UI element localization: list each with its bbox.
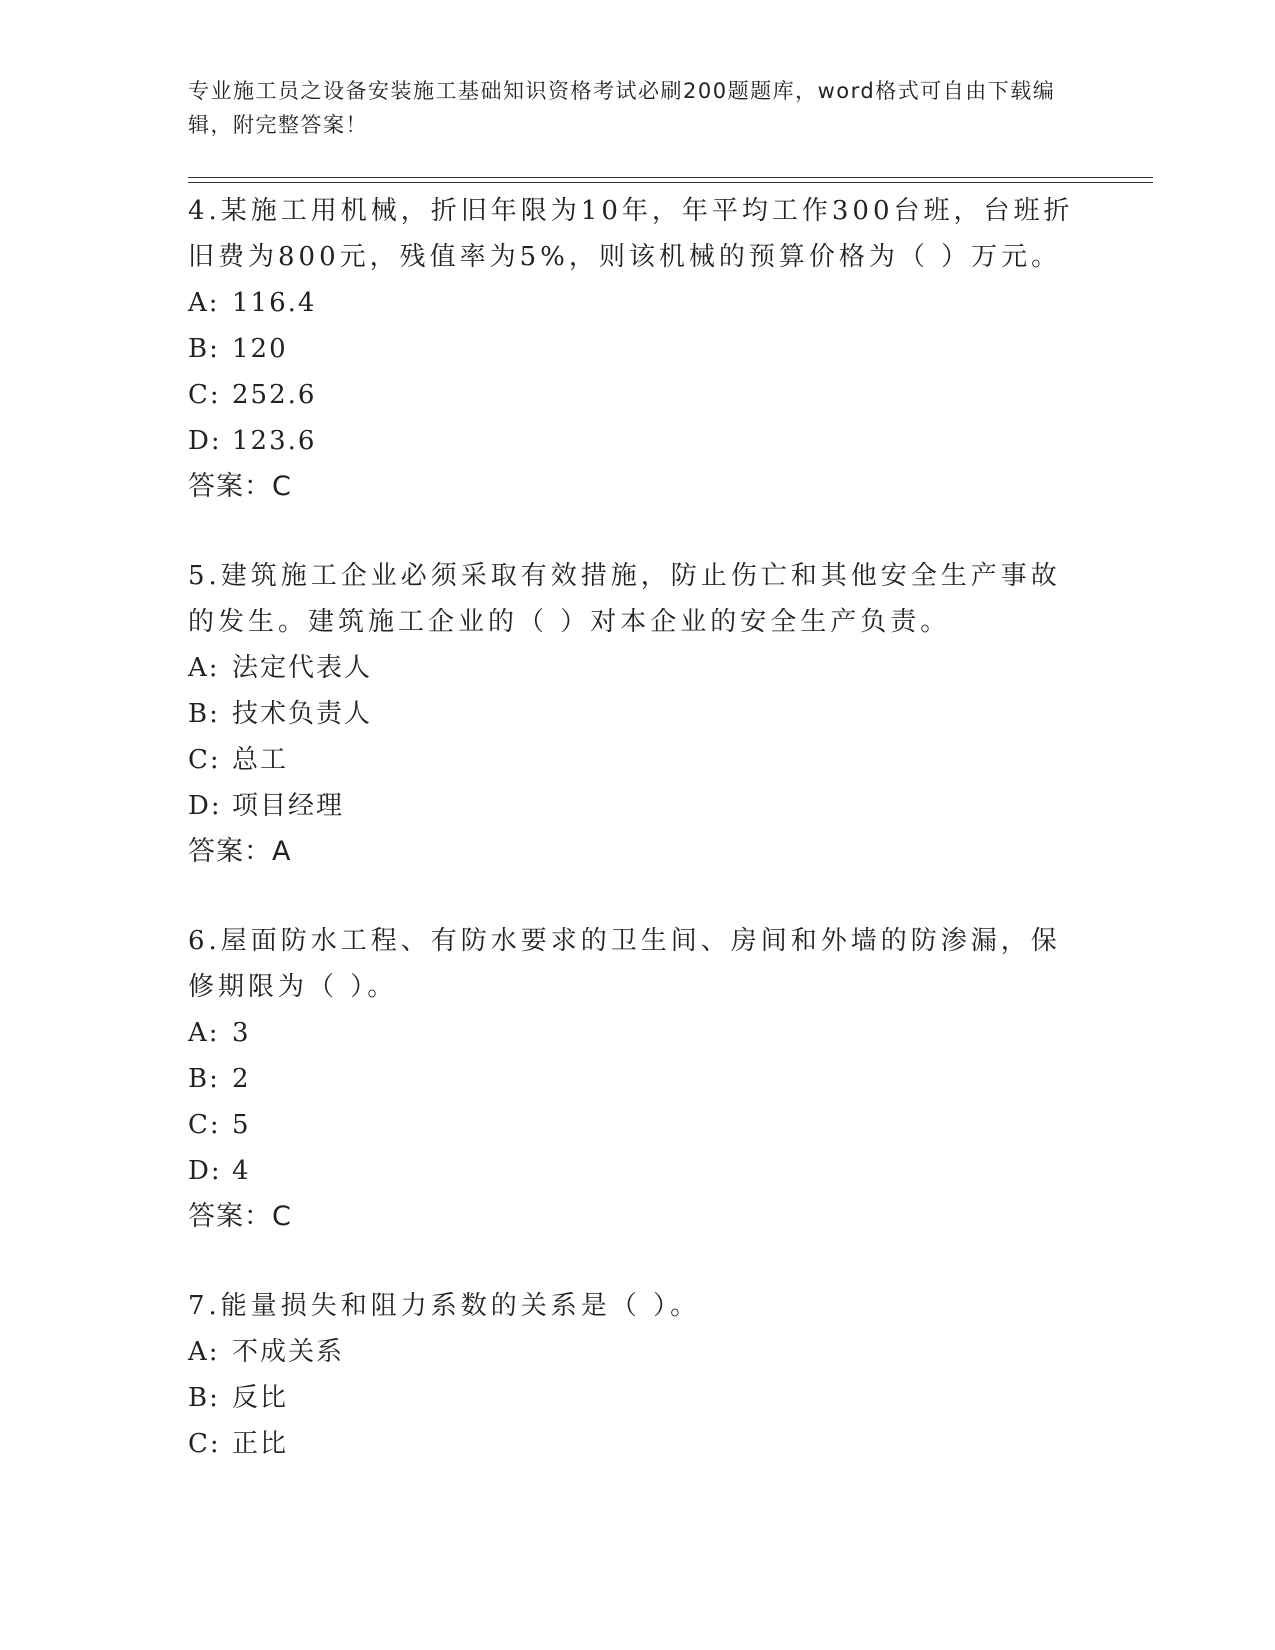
option-text: 法定代表人 (232, 653, 373, 683)
option-b (188, 326, 1088, 372)
option-text: 5 (232, 1110, 251, 1140)
option-label: C: (188, 1110, 221, 1140)
option-label: D: (188, 1156, 222, 1186)
option-text: 正比 (232, 1429, 289, 1459)
option-label: A: (188, 288, 220, 318)
option-label: B: (188, 699, 220, 729)
option-label: D: (188, 426, 222, 456)
option-a (188, 1010, 1088, 1056)
option-c (188, 372, 1088, 418)
option-b (188, 1375, 1088, 1421)
question-5 (188, 553, 1088, 875)
option-d (188, 418, 1088, 464)
option-d (188, 783, 1088, 829)
option-label: B: (188, 1383, 220, 1413)
option-d (188, 1148, 1088, 1194)
option-a (188, 1329, 1088, 1375)
question-4 (188, 188, 1088, 510)
header-divider-bottom (188, 182, 1153, 183)
answer-line: 答案：C (188, 471, 292, 502)
option-a (188, 280, 1088, 326)
option-label: A: (188, 1018, 220, 1048)
option-b (188, 691, 1088, 737)
question-7 (188, 1283, 1088, 1467)
question-6 (188, 918, 1088, 1240)
option-text: 252.6 (232, 380, 317, 410)
option-text: 120 (232, 334, 288, 364)
option-text: 项目经理 (232, 791, 345, 821)
option-label: C: (188, 745, 221, 775)
option-text: 2 (232, 1064, 251, 1094)
header-divider-top (188, 177, 1153, 178)
question-stem: 4.某施工用机械，折旧年限为10年，年平均工作300台班，台班折旧费为800元，残值率为5%，则该机械的预算价格为（ ）万元。 (188, 196, 1074, 272)
option-label: B: (188, 1064, 220, 1094)
answer-line: 答案：A (188, 836, 292, 867)
option-text: 4 (232, 1156, 251, 1186)
option-text: 123.6 (232, 426, 317, 456)
option-c (188, 1421, 1088, 1467)
option-text: 总工 (232, 745, 289, 775)
option-text: 116.4 (232, 288, 317, 318)
option-label: D: (188, 791, 222, 821)
option-b (188, 1056, 1088, 1102)
option-text: 不成关系 (232, 1337, 345, 1367)
option-label: C: (188, 380, 221, 410)
option-a (188, 645, 1088, 691)
question-stem: 5.建筑施工企业必须采取有效措施，防止伤亡和其他安全生产事故的发生。建筑施工企业的（ ）对本企业的安全生产负责。 (188, 561, 1061, 637)
option-c (188, 737, 1088, 783)
document-header: 专业施工员之设备安装施工基础知识资格考试必刷200题题库，word格式可自由下载编辑，附完整答案！ (188, 79, 1056, 137)
question-stem: 7.能量损失和阻力系数的关系是（ ）。 (188, 1291, 701, 1321)
option-text: 3 (232, 1018, 251, 1048)
option-text: 技术负责人 (232, 699, 373, 729)
question-stem: 6.屋面防水工程、有防水要求的卫生间、房间和外墙的防渗漏，保修期限为（ ）。 (188, 926, 1061, 1002)
option-label: A: (188, 1337, 220, 1367)
option-label: A: (188, 653, 220, 683)
answer-line: 答案：C (188, 1201, 292, 1232)
option-label: C: (188, 1429, 221, 1459)
option-label: B: (188, 334, 220, 364)
option-c (188, 1102, 1088, 1148)
option-text: 反比 (232, 1383, 289, 1413)
